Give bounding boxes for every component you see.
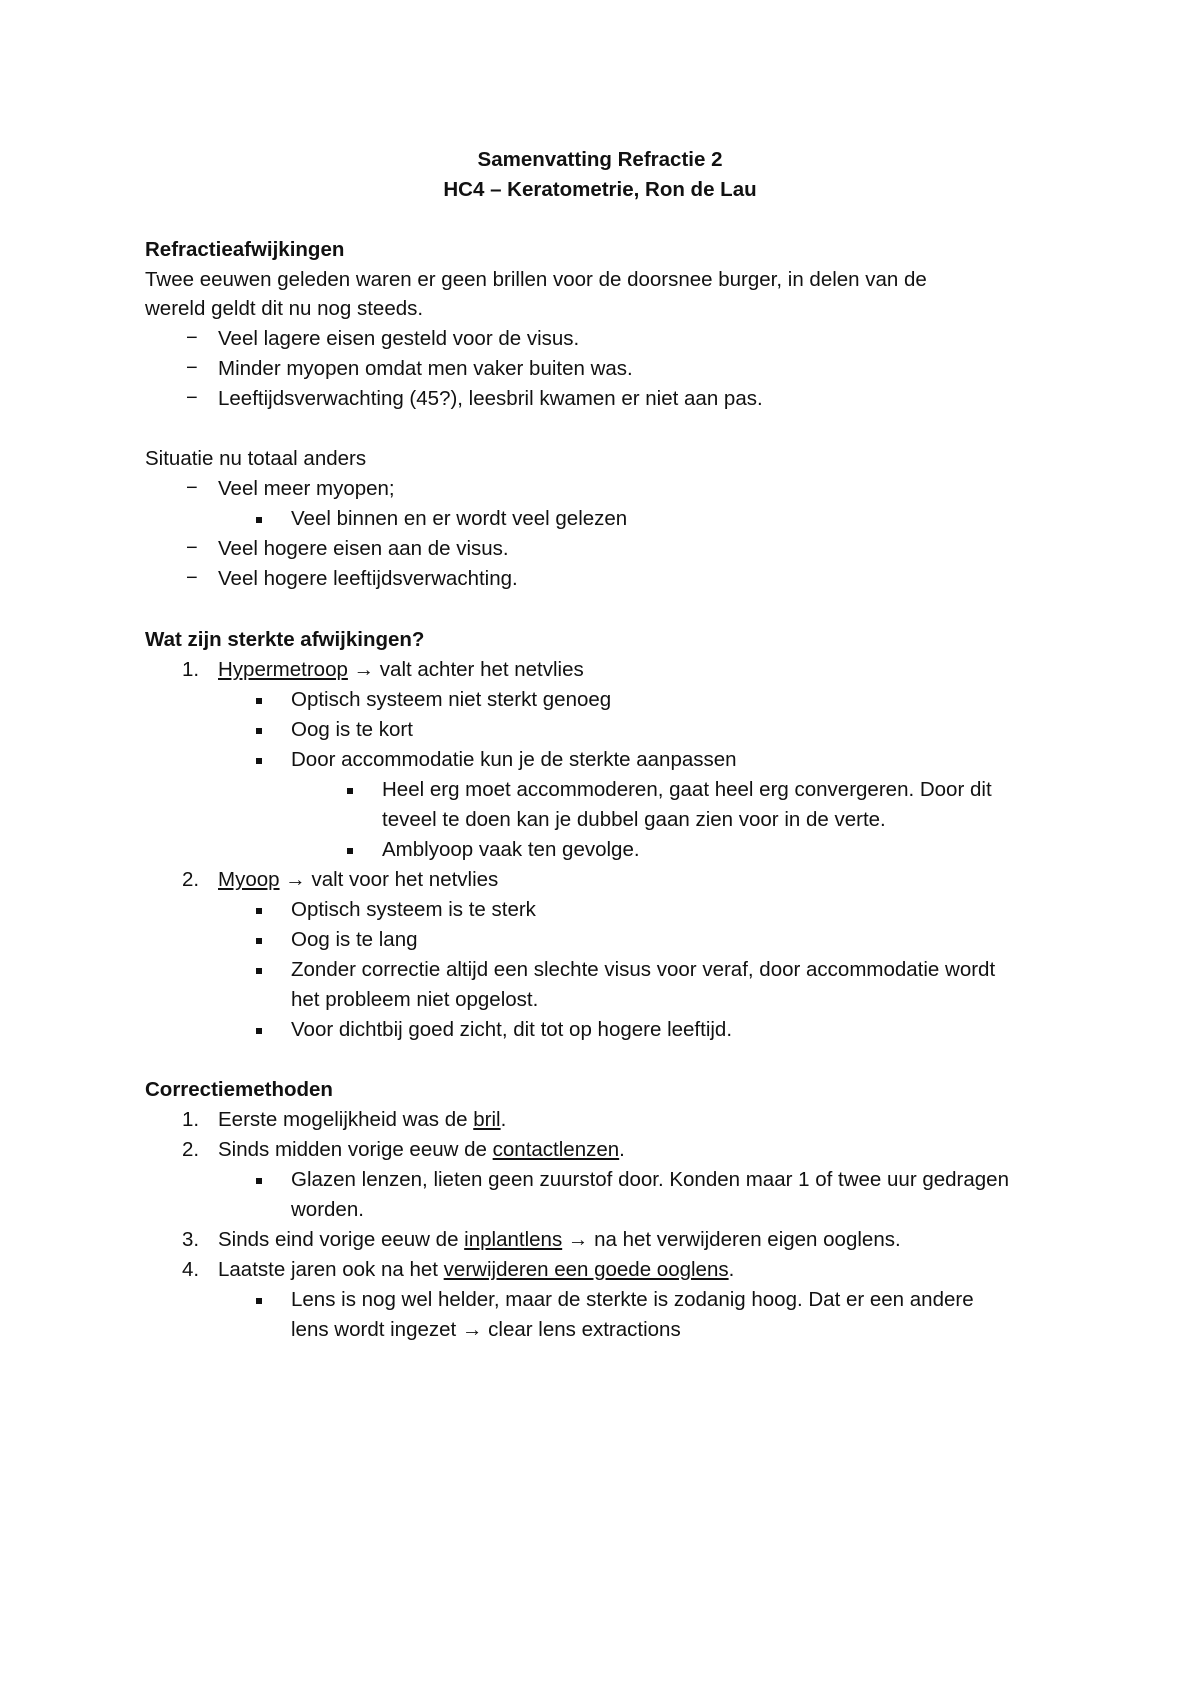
underlined-term: contactlenzen [492, 1138, 620, 1161]
list-item [218, 1105, 506, 1135]
item-text: lens wordt ingezet [291, 1318, 457, 1341]
arrow-icon: → [567, 1228, 589, 1251]
sub-list-item-continuation: worden. [291, 1198, 364, 1221]
square-bullet [347, 788, 353, 794]
underlined-term: verwijderen een goede ooglens [443, 1258, 729, 1281]
sub-list-item: Veel binnen en er wordt veel gelezen [291, 507, 628, 530]
heading-sterkte-afwijkingen: Wat zijn sterkte afwijkingen? [145, 628, 425, 651]
arrow-icon: → [285, 868, 306, 891]
dash-bullet: − [186, 537, 198, 559]
square-bullet [256, 1178, 262, 1184]
list-item-myoop [218, 865, 498, 895]
sub-list-item: Zonder correctie altijd een slechte visus voor veraf, door accommodatie wordt [291, 958, 996, 981]
dash-bullet: − [186, 357, 198, 379]
item-text: na het verwijderen eigen ooglens. [594, 1228, 901, 1251]
dash-bullet: − [186, 327, 198, 349]
square-bullet [256, 517, 262, 523]
term-hypermetroop: Hypermetroop [218, 658, 348, 681]
item-text: Sinds midden vorige eeuw de [218, 1138, 493, 1161]
arrow-icon: → [353, 658, 375, 681]
dash-bullet: − [186, 567, 198, 589]
list-item: Veel hogere leeftijdsverwachting. [218, 567, 518, 590]
square-bullet [256, 1028, 262, 1034]
item-text: . [619, 1138, 625, 1161]
list-item [218, 1135, 625, 1165]
underlined-term: bril [473, 1108, 501, 1131]
square-bullet [256, 908, 262, 914]
paragraph-line: wereld geldt dit nu nog steeds. [145, 297, 424, 320]
sub-sub-list-item: Heel erg moet accommoderen, gaat heel erg convergeren. Door dit [382, 778, 992, 801]
sub-list-item: Voor dichtbij goed zicht, dit tot op hogere leeftijd. [291, 1018, 733, 1041]
list-number: 2. [182, 868, 200, 891]
square-bullet [256, 1298, 262, 1304]
square-bullet [256, 758, 262, 764]
item-text: valt achter het netvlies [379, 658, 584, 681]
heading-correctiemethoden: Correctiemethoden [145, 1078, 333, 1101]
document-subtitle: HC4 – Keratometrie, Ron de Lau [443, 178, 757, 201]
square-bullet [347, 848, 353, 854]
arrow-icon: → [461, 1318, 483, 1341]
dash-bullet: − [186, 477, 198, 499]
sub-sub-list-item-continuation: teveel te doen kan je dubbel gaan zien voor in de verte. [382, 808, 886, 831]
term-myoop: Myoop [218, 868, 280, 891]
list-number: 4. [182, 1258, 200, 1281]
item-text: . [500, 1108, 507, 1131]
item-text: Eerste mogelijkheid was de [218, 1108, 474, 1131]
sub-list-item: Optisch systeem niet sterkt genoeg [291, 688, 612, 711]
heading-refractieafwijkingen: Refractieafwijkingen [145, 238, 345, 261]
list-number: 3. [182, 1228, 200, 1251]
underlined-term: inplantlens [464, 1228, 563, 1251]
sub-list-item-continuation [291, 1315, 681, 1345]
list-item: Veel meer myopen; [218, 477, 395, 500]
paragraph-line: Twee eeuwen geleden waren er geen brillen voor de doorsnee burger, in delen van de [145, 268, 927, 291]
sub-list-item: Glazen lenzen, lieten geen zuurstof door. Konden maar 1 of twee uur gedragen [291, 1168, 1009, 1191]
list-item: Veel lagere eisen gesteld voor de visus. [218, 327, 580, 350]
square-bullet [256, 728, 262, 734]
dash-bullet: − [186, 387, 198, 409]
square-bullet [256, 968, 262, 974]
item-text: . [728, 1258, 735, 1281]
item-text: Sinds eind vorige eeuw de [218, 1228, 465, 1251]
heading-situatie: Situatie nu totaal anders [145, 447, 367, 470]
list-item-hypermetroop [218, 655, 584, 685]
list-number: 2. [182, 1138, 200, 1161]
sub-list-item: Oog is te lang [291, 928, 418, 951]
sub-list-item: Door accommodatie kun je de sterkte aanpassen [291, 748, 737, 771]
item-text: Laatste jaren ook na het [218, 1258, 444, 1281]
list-number: 1. [182, 658, 200, 681]
list-item: Minder myopen omdat men vaker buiten was. [218, 357, 633, 380]
square-bullet [256, 698, 262, 704]
item-text: clear lens extractions [488, 1318, 681, 1341]
list-number: 1. [182, 1108, 200, 1131]
document-title: Samenvatting Refractie 2 [477, 148, 723, 171]
sub-list-item-continuation: het probleem niet opgelost. [291, 988, 539, 1011]
list-item: Leeftijdsverwachting (45?), leesbril kwamen er niet aan pas. [218, 387, 763, 410]
sub-list-item: Oog is te kort [291, 718, 413, 741]
list-item [218, 1225, 901, 1255]
sub-list-item: Optisch systeem is te sterk [291, 898, 536, 921]
list-item: Veel hogere eisen aan de visus. [218, 537, 509, 560]
list-item [218, 1255, 734, 1285]
item-text: valt voor het netvlies [311, 868, 499, 891]
square-bullet [256, 938, 262, 944]
sub-sub-list-item: Amblyoop vaak ten gevolge. [382, 838, 640, 861]
sub-list-item: Lens is nog wel helder, maar de sterkte is zodanig hoog. Dat er een andere [291, 1288, 974, 1311]
